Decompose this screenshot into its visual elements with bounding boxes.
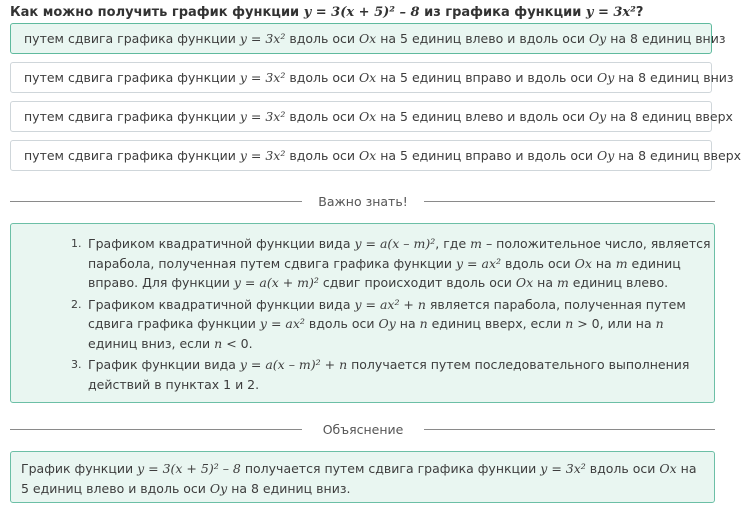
math-expression: n <box>419 316 428 331</box>
divider-line <box>10 201 302 202</box>
option-text: вдоль оси <box>285 31 359 46</box>
math-expression: m <box>615 255 628 271</box>
math-expression: y = ax² <box>456 255 502 271</box>
divider-line <box>424 201 715 202</box>
list-number: 3. <box>71 358 82 371</box>
option-text: на 5 единиц влево и вдоль оси <box>376 31 589 46</box>
math-expression: y = ax² <box>259 316 305 331</box>
text-fragment: единиц влево. <box>568 275 669 290</box>
question-text <box>10 5 715 20</box>
option-text: путем сдвига графика функции <box>24 109 240 124</box>
option-formula: y = 3x² <box>239 109 286 124</box>
option-axis: Ox <box>358 31 377 46</box>
text-fragment: вдоль оси <box>501 255 575 271</box>
answer-option[interactable] <box>10 23 726 54</box>
text-fragment: единиц вправо. Для функции <box>88 255 681 290</box>
list-number: 1. <box>71 237 82 250</box>
option-axis: Oy <box>588 31 607 46</box>
option-text: на 5 единиц влево и вдоль оси <box>376 109 589 124</box>
text-fragment: сдвиг происходит вдоль оси <box>318 275 516 290</box>
option-text: вдоль оси <box>285 70 359 85</box>
option-formula: y = 3x² <box>239 31 286 46</box>
explanation-box <box>10 451 715 503</box>
list-number: 2. <box>71 297 82 311</box>
text-fragment: < 0. <box>222 335 253 351</box>
text-fragment: > 0, или на <box>573 316 656 331</box>
math-expression: y = 3(x + 5)² – 8 <box>137 461 241 476</box>
text-fragment: единиц вниз, если <box>88 335 215 351</box>
target-function: y = 3(x + 5)² – 8 <box>303 5 420 20</box>
answer-option[interactable] <box>10 101 733 132</box>
answer-option[interactable] <box>10 140 741 171</box>
question-middle: из графика функции <box>419 5 586 20</box>
text-fragment: единиц вверх, если <box>427 316 566 331</box>
option-axis: Ox <box>358 109 377 124</box>
math-expression: n <box>565 316 574 331</box>
option-text: на 8 единиц вниз <box>606 31 726 46</box>
option-text: путем сдвига графика функции <box>24 70 240 85</box>
text-fragment: , где <box>435 236 471 251</box>
important-list <box>71 234 716 396</box>
source-function: y = 3x² <box>585 5 636 20</box>
math-expression: y = ax² + n <box>354 296 426 312</box>
math-expression: y = 3x² <box>540 461 586 476</box>
option-text: на 8 единиц вверх <box>606 109 733 124</box>
option-formula: y = 3x² <box>239 148 286 163</box>
math-expression: n <box>655 316 664 331</box>
text-fragment: График функции вида <box>88 357 240 372</box>
explanation-title: Объяснение <box>322 422 404 437</box>
important-divider <box>10 194 715 208</box>
math-expression: y = a(x – m)² + n <box>239 357 348 372</box>
divider-line <box>10 429 302 430</box>
option-text: на 5 единиц вправо и вдоль оси <box>376 70 598 85</box>
text-fragment: Графиком квадратичной функции вида <box>88 236 355 251</box>
math-expression: Oy <box>209 480 228 496</box>
math-expression: Ox <box>574 255 592 271</box>
option-axis: Oy <box>597 70 615 85</box>
math-expression: m <box>556 275 569 290</box>
math-expression: y = a(x + m)² <box>233 275 319 290</box>
option-text: вдоль оси <box>285 109 359 124</box>
option-text: на 8 единиц вниз <box>614 70 734 85</box>
text-fragment: на 8 единиц вниз. <box>227 480 351 496</box>
divider-line <box>424 429 715 430</box>
math-expression: Oy <box>378 316 396 331</box>
explanation-divider <box>10 422 715 436</box>
option-axis: Ox <box>358 70 377 85</box>
option-text: путем сдвига графика функции <box>24 148 240 163</box>
text-fragment: График функции <box>21 461 138 476</box>
important-title: Важно знать! <box>318 194 408 209</box>
important-list-item <box>71 234 716 293</box>
math-expression: y = a(x – m)² <box>354 236 436 251</box>
option-formula: y = 3x² <box>239 70 286 85</box>
option-text: на 8 единиц вверх <box>614 148 741 163</box>
text-fragment: – положительное число, является парабола, полученная путем сдвига графика функции <box>88 236 711 271</box>
math-expression: Ox <box>515 275 534 290</box>
question-suffix: ? <box>635 5 644 20</box>
question-prefix: Как можно получить график функции <box>10 5 304 20</box>
option-text: на 5 единиц вправо и вдоль оси <box>376 148 598 163</box>
important-list-item <box>71 355 716 394</box>
important-list-item <box>71 295 716 354</box>
text-fragment: вдоль оси <box>304 316 379 331</box>
text-fragment: получается путем сдвига графика функции <box>240 461 541 476</box>
text-fragment: Графиком квадратичной функции вида <box>88 296 355 312</box>
text-fragment: вдоль оси <box>585 461 660 476</box>
option-text: путем сдвига графика функции <box>24 31 240 46</box>
text-fragment: на <box>395 316 420 331</box>
math-expression: Ox <box>659 461 677 476</box>
text-fragment: на <box>533 275 557 290</box>
text-fragment: является парабола, полученная путем сдвига графика функции <box>88 296 686 331</box>
option-axis: Ox <box>358 148 377 163</box>
math-expression: n <box>214 335 223 351</box>
answer-option[interactable] <box>10 62 734 93</box>
text-fragment: на 5 единиц влево и вдоль оси <box>21 461 697 496</box>
option-axis: Oy <box>588 109 607 124</box>
math-expression: m <box>470 236 482 251</box>
text-fragment: получается путем последовательного выполнения действий в пунктах 1 и 2. <box>88 357 690 392</box>
option-text: вдоль оси <box>285 148 359 163</box>
option-axis: Oy <box>597 148 615 163</box>
important-box <box>10 223 715 403</box>
text-fragment: на <box>591 255 616 271</box>
